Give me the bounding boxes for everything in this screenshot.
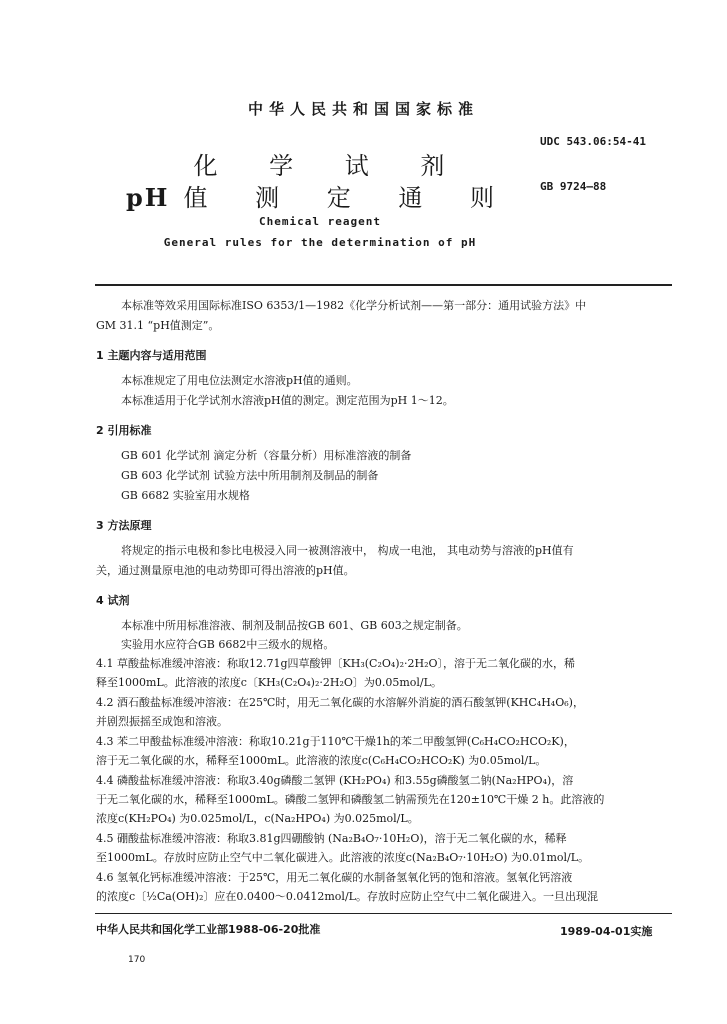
title-line-2 xyxy=(0,178,640,213)
gb-number: GB 9724—88 xyxy=(540,180,607,193)
implementation-date: 1989-04-01实施 xyxy=(560,925,653,938)
clause-4-3-line-2: 溶于无二氧化碳的水，稀释至1000mL。此溶液的浓度c(C₆H₄CO₂HCO₂K) 为0.05mol/L。 xyxy=(96,754,547,767)
clause-4-3-line-1: 4.3 苯二甲酸盐标准缓冲溶液：称取10.21g于110℃干燥1h的苯二甲酸氢钾(C₆H₄CO₂HCO₂K)， xyxy=(96,735,575,748)
clause-4-4-line-3: 浓度c(KH₂PO₄) 为0.025mol/L，c(Na₂HPO₄) 为0.025mol/L。 xyxy=(96,812,419,825)
title-line-1: 化 学 试 剂 xyxy=(193,152,467,180)
english-title-1: Chemical reagent xyxy=(259,215,381,228)
page-number: 170 xyxy=(128,955,146,965)
clause-4-5-line-2: 至1000mL。存放时应防止空气中二氧化碳进入。此溶液的浓度c(Na₂B₄O₇·10H₂O) 为0.01mol/L。 xyxy=(96,851,590,864)
clause-4-4-line-2: 于无二氧化碳的水，稀释至1000mL。磷酸二氢钾和磷酸氢二钠需预先在120±10℃干燥 2 h。此溶液的 xyxy=(96,793,605,806)
reference-gb603: GB 603 化学试剂 试验方法中所用制剂及制品的制备 xyxy=(121,469,379,482)
section-4-para-2: 实验用水应符合GB 6682中三级水的规格。 xyxy=(121,638,335,651)
clause-4-5-line-1: 4.5 硼酸盐标准缓冲溶液：称取3.81g四硼酸钠 (Na₂B₄O₇·10H₂O)，溶于无二氧化碳的水，稀释 xyxy=(96,832,567,845)
reference-gb6682: GB 6682 实验室用水规格 xyxy=(121,489,250,502)
clause-4-2-line-2: 并剧烈振摇至成饱和溶液。 xyxy=(96,715,228,728)
approval-note: 中华人民共和国化学工业部1988-06-20批准 xyxy=(96,923,321,936)
english-title-2: General rules for the determination of pH xyxy=(163,236,477,249)
title-ph: pH xyxy=(126,183,170,212)
section-1-para-2: 本标准适用于化学试剂水溶液pH值的测定。测定范围为pH 1～12。 xyxy=(121,394,454,407)
reference-gb601: GB 601 化学试剂 滴定分析（容量分析）用标准溶液的制备 xyxy=(121,449,412,462)
udc-code: UDC 543.06:54-41 xyxy=(540,135,646,148)
title-line-2-rest: 值 测 定 通 则 xyxy=(183,184,514,212)
clause-4-1-line-1: 4.1 草酸盐标准缓冲溶液：称取12.71g四草酸钾〔KH₃(C₂O₄)₂·2H₂O〕，溶于无二氧化碳的水，稀 xyxy=(96,657,576,670)
standard-header: 中华人民共和国国家标准 xyxy=(247,100,479,118)
clause-4-6-line-1: 4.6 氢氧化钙标准缓冲溶液：于25℃，用无二氧化碳的水制备氢氧化钙的饱和溶液。氢氧化钙溶液 xyxy=(96,871,573,884)
clause-4-1-line-2: 释至1000mL。此溶液的浓度c〔KH₃(C₂O₄)₂·2H₂O〕为0.05mol/L。 xyxy=(96,676,442,689)
section-1-para-1: 本标准规定了用电位法测定水溶液pH值的通则。 xyxy=(121,374,358,387)
intro-line-2: GM 31.1 “pH值测定”。 xyxy=(96,319,220,332)
intro-line-1: 本标准等效采用国际标准ISO 6353/1—1982《化学分析试剂——第一部分：通用试验方法》中 xyxy=(121,299,587,312)
section-4-title: 4 试剂 xyxy=(96,594,130,607)
section-3-title: 3 方法原理 xyxy=(96,519,152,532)
section-3-para-1: 将规定的指示电极和参比电极浸入同一被测溶液中， 构成一电池， 其电动势与溶液的pH值有 xyxy=(121,544,574,557)
top-divider xyxy=(95,284,672,286)
section-3-para-2: 关，通过测量原电池的电动势即可得出溶液的pH值。 xyxy=(96,564,355,577)
bottom-divider xyxy=(95,913,672,914)
clause-4-6-line-2: 的浓度c〔½Ca(OH)₂〕应在0.0400～0.0412mol/L。存放时应防止空气中二氧化碳进入。一旦出现混 xyxy=(96,890,598,903)
clause-4-2-line-1: 4.2 酒石酸盐标准缓冲溶液：在25℃时，用无二氧化碳的水溶解外消旋的酒石酸氢钾(KHC₄H₄O₆)， xyxy=(96,696,584,709)
section-2-title: 2 引用标准 xyxy=(96,424,152,437)
section-4-para-1: 本标准中所用标准溶液、制剂及制品按GB 601、GB 603之规定制备。 xyxy=(121,619,468,632)
clause-4-4-line-1: 4.4 磷酸盐标准缓冲溶液：称取3.40g磷酸二氢钾 (KH₂PO₄) 和3.55g磷酸氢二钠(Na₂HPO₄)，溶 xyxy=(96,774,574,787)
section-1-title: 1 主题内容与适用范围 xyxy=(96,349,207,362)
